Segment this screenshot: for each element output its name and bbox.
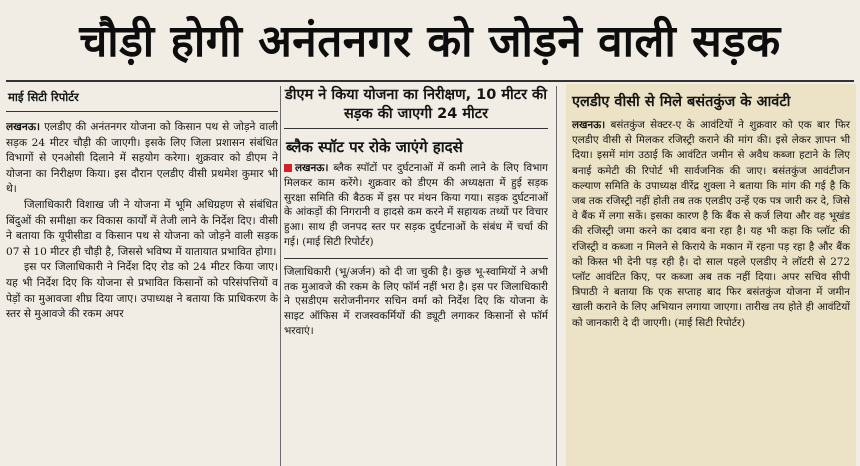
article-paragraph: लखनऊ। बसंतकुंज सेक्टर-ए के आवंटियों ने शुक्रवार को एक बार फिर एलडीए वीसी से मिलकर रजिस्ट्री कराने की मांग की। इसे लेकर ज्ञापन भी दिया। इसमें मांग उठाई कि आवंटित जमीन से अवैध कब्जा हटाने के लिए बनाई कमेटी की रिपोर्ट भी सार्वजनिक की जाए। बसंतकुंज आवंटीजन कल्याण समिति के उपाध्यक्ष वीरेंद्र शुक्ला ने बताया कि मांग की गई है कि जब तक रजिस्ट्री नहीं होती तब तक एलडीए उन्हें एक पत्र जारी कर दे, जिसे वे बैंक में लगा सकें। इसका कारण है कि बैंक से कर्ज लिया और वह भूखंड की रजिस्ट्री जमा करने का दबाव बना रहा है। यह भी कहा कि प्लॉट की रजिस्ट्री व कब्जा न मिलने से किराये के मकान में रहना पड़ रहा है और बैंक को किस्त भी देनी पड़ रही है। दो साल पहले एलडीए ने लॉटरी से 272 प्लॉट आवंटित किए, पर कब्जा अब तक नहीं दिया। अपर सचिव सीपी त्रिपाठी ने बताया कि एक सप्ताह बाद फिर बसंतकुंज योजना में जमीन खाली कराने के लिए अभियान लगाया जाएगा। तारीख तय होते ही आवंटियों को जानकारी दे दी जाएगी। (माई सिटी रिपोर्टर) xyxy=(572,119,850,329)
middle-body xyxy=(284,161,548,339)
byline: माई सिटी रिपोर्टर xyxy=(6,84,278,112)
main-headline: चौड़ी होगी अनंतनगर को जोड़ने वाली सड़क xyxy=(79,16,781,67)
section-divider xyxy=(284,258,548,259)
left-article xyxy=(6,84,278,466)
continuation-paragraph: जिलाधिकारी (भू/अर्जन) को दी जा चुकी है। कुछ भू-स्वामियों ने अभी तक मुआवजे की रकम के लिए फॉर्म नहीं भरा है। इस पर जिलाधिकारी ने एसडीएम सरोजनीनगर सचिन वर्मा को निर्देश दिए कि योजना के साइट ऑफिस में राजस्वकर्मियों की ड्यूटी लगाकर किसानों से फॉर्म भरवाएं। xyxy=(284,265,548,337)
right-headline: एलडीए वीसी से मिले बसंतकुंज के आवंटी xyxy=(572,94,791,110)
right-article-box xyxy=(566,84,856,466)
article-paragraph: जिलाधिकारी विशाख जी ने योजना में भूमि अधिग्रहण से संबंधित बिंदुओं की समीक्षा कर विकास कार्यों में तेजी लाने के निर्देश दिए। वीसी ने बताया कि यूपीसीडा व किसान पथ से योजना को जोड़ने वाली सड़क 07 से 10 मीटर ही चौड़ी है, जिससे भविष्य में यातायात प्रभावित होगा। xyxy=(6,198,278,258)
dateline: लखनऊ। xyxy=(6,121,41,133)
dateline: लखनऊ। xyxy=(295,162,329,174)
column-divider xyxy=(556,86,557,466)
article-paragraph: लखनऊ। एलडीए की अनंतनगर योजना को किसान पथ से जोड़ने वाली सड़क 24 मीटर चौड़ी की जाएगी। इसके लिए जिला प्रशासन संबंधित विभागों से एनओसी दिलाने में सहयोग करेगा। शुक्रवार को डीएम ने योजना का निरीक्षण किया। इस दौरान एलडीए वीसी प्रथमेश कुमार भी थे। xyxy=(6,121,278,196)
headline-rule xyxy=(6,80,854,82)
middle-headline: डीएम ने किया योजना का निरीक्षण, 10 मीटर की सड़क की जाएगी 24 मीटर xyxy=(284,84,548,129)
right-body xyxy=(572,118,850,331)
bullet-square-icon xyxy=(284,164,292,172)
dateline: लखनऊ। xyxy=(572,119,606,131)
column-divider xyxy=(280,86,281,466)
article-paragraph: लखनऊ। ब्लैक स्पॉटों पर दुर्घटनाओं में कमी लाने के लिए विभाग मिलकर काम करेंगे। शुक्रवार को डीएम की अध्यक्षता में हुई सड़क सुरक्षा समिति की बैठक में इस पर मंथन किया गया। सड़क दुर्घटनाओं के आंकड़ों की निगरानी व हादसे कम करने में सहायक तथ्यों पर विचार हुआ। साथ ही जनपद स्तर पर सड़क दुर्घटनाओं के संबंध में चर्चा की गई। (माई सिटी रिपोर्टर) xyxy=(284,162,548,248)
article-paragraph: इस पर जिलाधिकारी ने निर्देश दिए रोड को 24 मीटर किया जाए। यह भी निर्देश दिए कि योजना से प्रभावित किसानों को परिसंपत्तियों व पेड़ों का मुआवजा शीघ्र दिया जाए। उपाध्यक्ष ने बताया कि प्राधिकरण के स्तर से मुआवजे की रकम अपर xyxy=(6,261,278,321)
middle-article xyxy=(284,84,548,466)
middle-subhead: ब्लैक स्पॉट पर रोके जाएंगे हादसे xyxy=(286,138,463,156)
